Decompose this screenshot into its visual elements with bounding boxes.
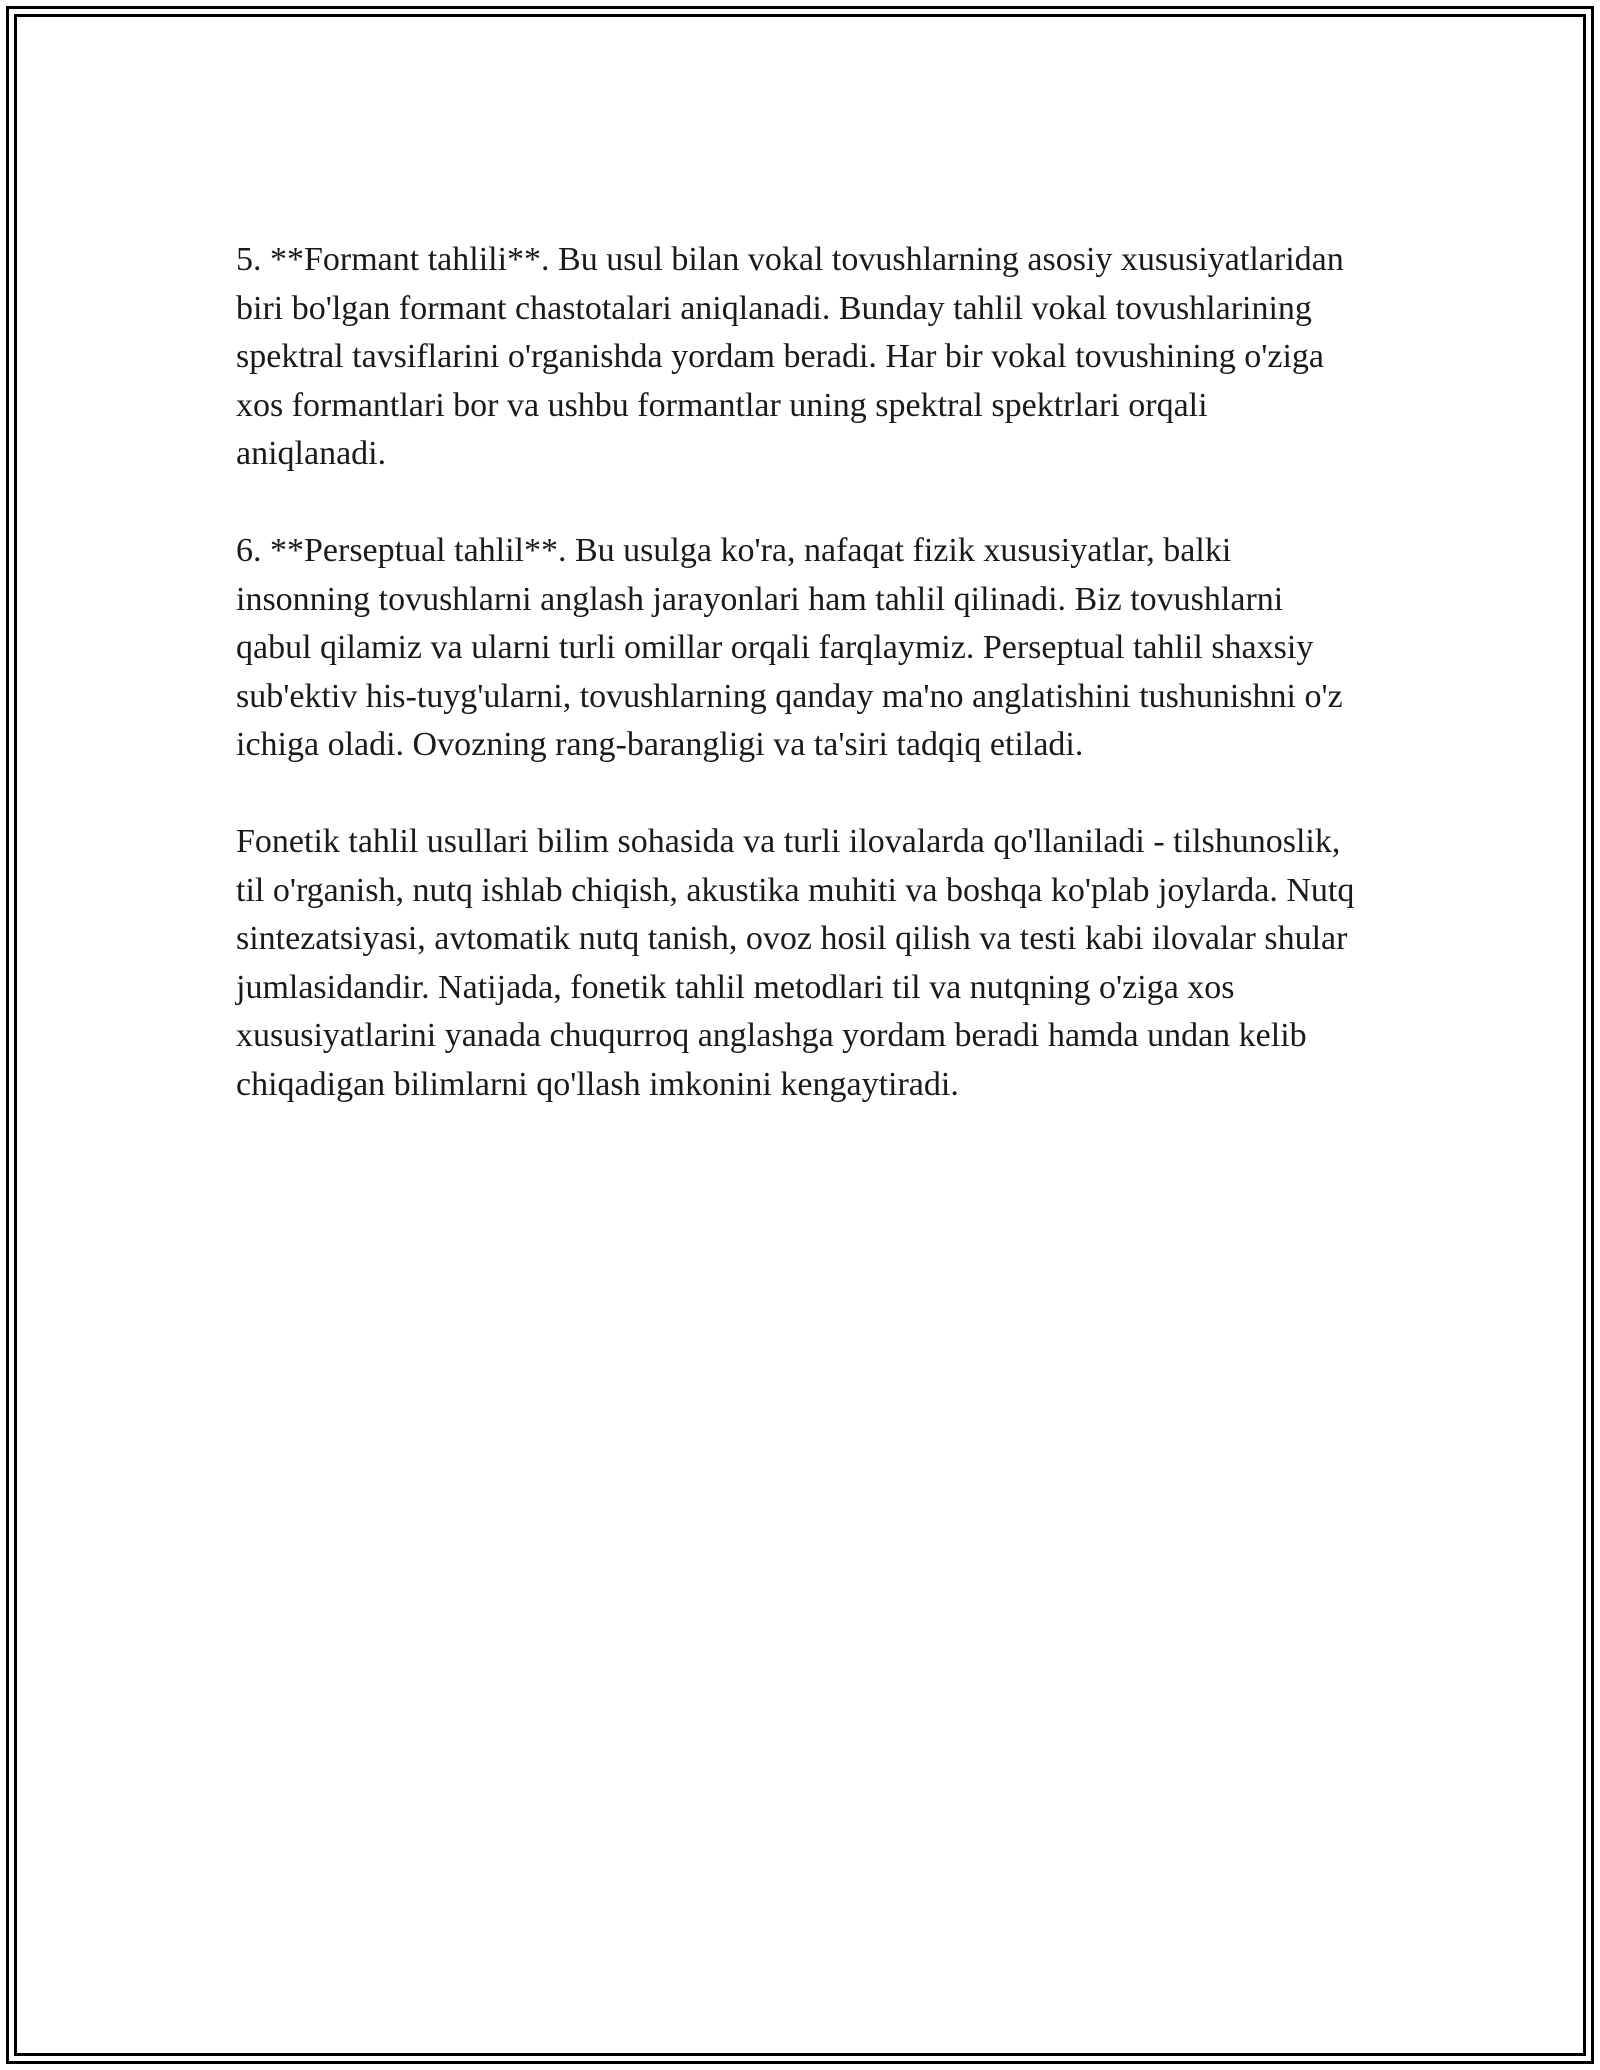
document-body: [236, 236, 1366, 1158]
paragraph-conclusion: Fonetik tahlil usullari bilim sohasida va turli ilovalarda qo'llaniladi - tilshunoslik, til o'rganish, nutq ishlab chiqish, akustika muhiti va boshqa ko'plab joylarda. Nutq sintezatsiyasi, avtomatik nutq tanish, ovoz hosil qilish va testi kabi ilovalar shular jumlasidandir. Natijada, fonetik tahlil metodlari til va nutqning o'ziga xos xususiyatlarini yanada chuqurroq anglashga yordam beradi hamda undan kelib chiqadigan bilimlarni qo'llash imkonini kengaytiradi.: [236, 823, 1355, 1103]
paragraph-formant-analysis: 5. **Formant tahlili**. Bu usul bilan vokal tovushlarning asosiy xususiyatlaridan biri bo'lgan formant chastotalari aniqlanadi. Bunday tahlil vokal tovushlarining spektral tavsiflarini o'rganishda yordam beradi. Har bir vokal tovushining o'ziga xos formantlari bor va ushbu formantlar uning spektral spektrlari orqali aniqlanadi.: [236, 241, 1344, 472]
paragraph-perceptual-analysis: 6. **Perseptual tahlil**. Bu usulga ko'ra, nafaqat fizik xususiyatlar, balki insonning tovushlarni anglash jarayonlari ham tahlil qilinadi. Biz tovushlarni qabul qilamiz va ularni turli omillar orqali farqlaymiz. Perseptual tahlil shaxsiy sub'ektiv his-tuyg'ularni, tovushlarning qanday ma'no anglatishini tushunishni o'z ichiga oladi. Ovozning rang-barangligi va ta'siri tadqiq etiladi.: [236, 532, 1343, 763]
